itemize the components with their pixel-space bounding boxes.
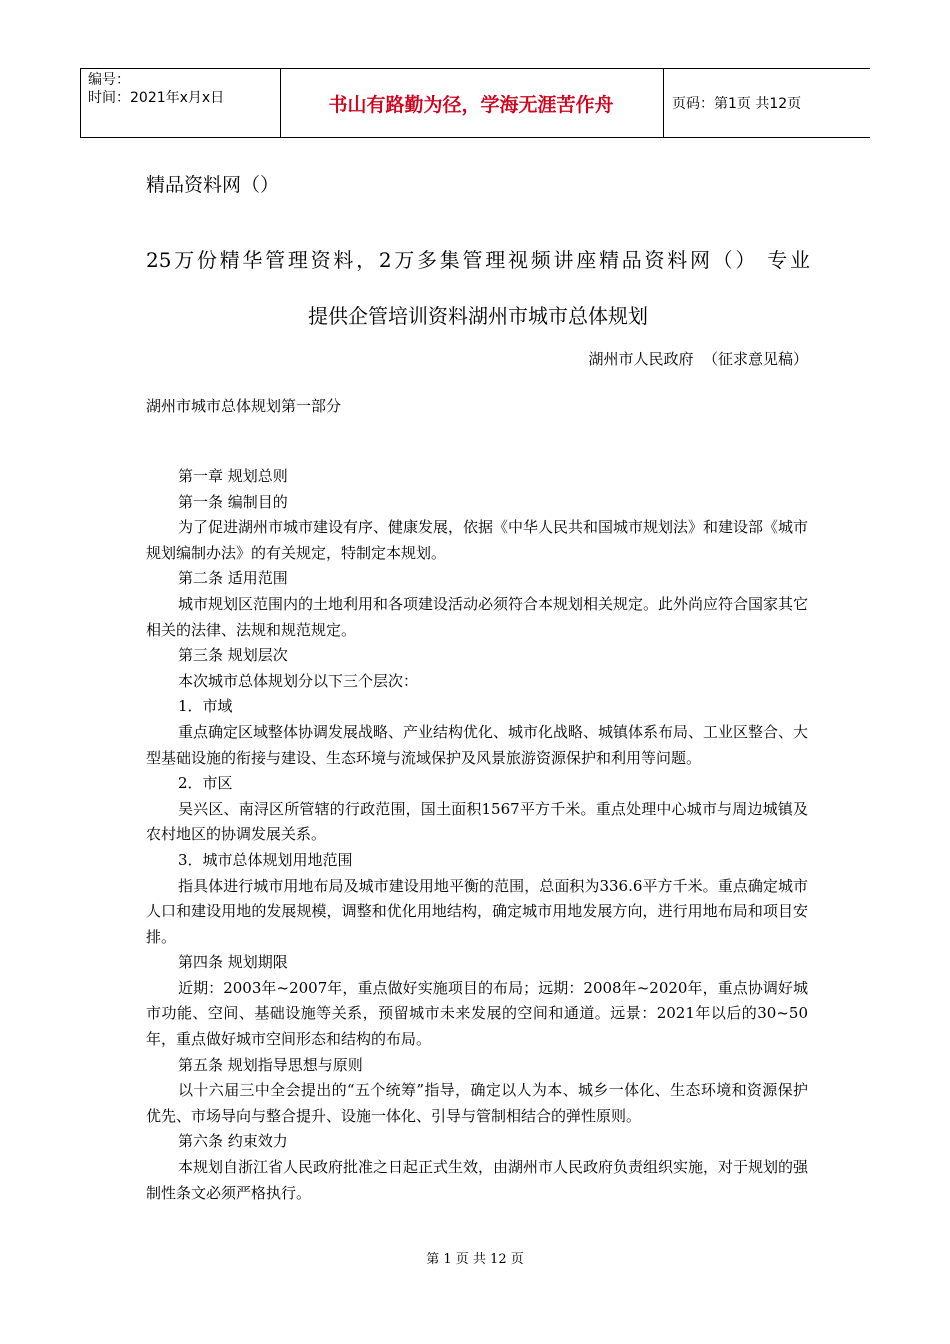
title-line-1: 25万份精华管理资料，2万多集管理视频讲座精品资料网（） 专业 [146, 248, 810, 272]
document-body [146, 464, 808, 1206]
paragraph: 为了促进湖州市城市建设有序、健康发展，依据《中华人民共和国城市规划法》和建设部《城市规划编制办法》的有关规定，特制定本规划。 [146, 518, 809, 562]
article-heading: 第一条 编制目的 [178, 492, 288, 511]
list-item-heading: 1．市域 [178, 697, 233, 716]
list-item-heading: 2．市区 [178, 774, 233, 793]
title-line-2: 提供企管培训资料湖州市城市总体规划 [308, 304, 648, 328]
part-heading: 湖州市城市总体规划第一部分 [146, 397, 342, 415]
paragraph: 近期：2003年~2007年，重点做好实施项目的布局；远期：2008年~2020年，重点协调好城市功能、空间、基础设施等关系，预留城市未来发展的空间和通道。远景：2021年以后的30~50年，重点做好城市空间形态和结构的布局。 [146, 978, 808, 1049]
document-number-label: 编号： [88, 72, 130, 88]
paragraph: 以十六届三中全会提出的“五个统筹”指导，确定以人为本、城乡一体化、生态环境和资源保护优先、市场导向与整合提升、设施一体化、引导与管制相结合的弹性原则。 [146, 1081, 808, 1125]
article-heading: 第六条 约束效力 [178, 1132, 288, 1151]
list-item-heading: 3．城市总体规划用地范围 [178, 850, 353, 869]
author-line: 湖州市人民政府 （征求意见稿） [588, 350, 808, 368]
paragraph: 吴兴区、南浔区所管辖的行政范围，国土面积1567平方千米。重点处理中心城市与周边城镇及农村地区的协调发展关系。 [146, 799, 808, 844]
page-footer: 第 1 页 共 12 页 [426, 1252, 524, 1267]
article-heading: 第二条 适用范围 [178, 569, 288, 588]
paragraph: 本规划自浙江省人民政府批准之日起正式生效，由湖州市人民政府负责组织实施，对于规划的强制性条文必须严格执行。 [146, 1158, 809, 1202]
site-title: 精品资料网（） [146, 174, 280, 196]
paragraph: 城市规划区范围内的土地利用和各项建设活动必须符合本规划相关规定。此外尚应符合国家其它相关的法律、法规和规范规定。 [146, 594, 809, 639]
document-time-label: 时间：2021年x月x日 [88, 90, 225, 106]
paragraph: 指具体进行城市用地布局及城市建设用地平衡的范围，总面积为336.6平方千米。重点确定城市人口和建设用地的发展规模，调整和优化用地结构，确定城市用地发展方向，进行用地布局和项目安排。 [146, 876, 808, 946]
page-header [80, 68, 870, 138]
header-motto: 书山有路勤为径，学海无涯苦作舟 [328, 93, 614, 116]
article-heading: 第五条 规划指导思想与原则 [178, 1055, 363, 1074]
header-page-info: 页码：第1页 共12页 [672, 96, 802, 112]
header-meta [88, 71, 224, 107]
header-divider [80, 69, 81, 137]
article-heading: 第四条 规划期限 [178, 953, 288, 972]
paragraph: 重点确定区域整体协调发展战略、产业结构优化、城市化战略、城镇体系布局、工业区整合、大型基础设施的衔接与建设、生态环境与流域保护及风景旅游资源保护和利用等问题。 [146, 722, 809, 767]
article-heading: 第三条 规划层次 [178, 646, 288, 665]
document-title [146, 232, 810, 344]
chapter-heading: 第一章 规划总则 [178, 467, 288, 485]
paragraph: 本次城市总体规划分以下三个层次： [178, 671, 419, 690]
